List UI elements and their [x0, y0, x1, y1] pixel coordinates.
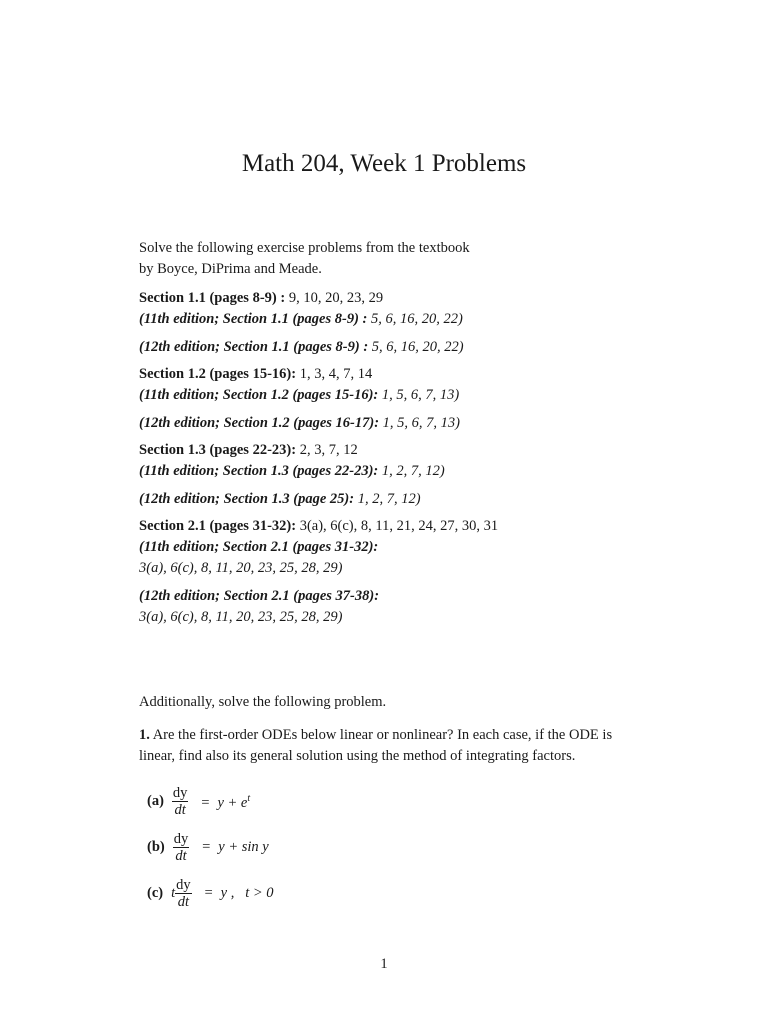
section-block [139, 516, 639, 628]
edition-12-label: (12th edition; Section 1.3 (page 25): [139, 491, 355, 507]
section-label: Section 1.3 (pages 22-23): [139, 442, 297, 458]
fraction-denominator: dt [174, 801, 186, 818]
edition-11-label: (11th edition; Section 1.3 (pages 22-23): [139, 463, 379, 479]
section-block [139, 364, 639, 434]
derivative-fraction [173, 831, 190, 864]
problem-statement [139, 725, 639, 767]
equation-prefix: t [171, 884, 176, 901]
section-problems: 9, 10, 20, 23, 29 [285, 290, 384, 306]
equation-label: (c) [147, 884, 164, 901]
edition-11-label: (11th edition; Section 1.2 (pages 15-16): [139, 387, 379, 403]
section-problems: 3(a), 6(c), 8, 11, 21, 24, 27, 30, 31 [296, 518, 499, 534]
equation-rhs: = y , t > 0 [203, 884, 274, 901]
edition-12-problems: 1, 5, 6, 7, 13) [379, 415, 461, 431]
equation-label: (a) [147, 792, 164, 809]
intro-text [139, 238, 639, 280]
edition-12-problems: 5, 6, 16, 20, 22) [368, 339, 464, 355]
edition-11-problems: 3(a), 6(c), 8, 11, 20, 23, 25, 28, 29) [139, 560, 343, 576]
equation-rhs: = $y + e^t$ [200, 793, 251, 811]
section-label: Section 2.1 (pages 31-32): [139, 518, 297, 534]
section-label: Section 1.2 (pages 15-16): [139, 366, 297, 382]
edition-11-label: (11th edition; Section 1.1 (pages 8-9) : [139, 311, 368, 327]
derivative-fraction [172, 785, 189, 818]
content-body [139, 238, 639, 919]
edition-12-label: (12th edition; Section 1.1 (pages 8-9) : [139, 339, 369, 355]
intro-line-2: by Boyce, DiPrima and Meade. [139, 261, 322, 277]
equation-a [147, 781, 639, 821]
derivative-fraction [175, 877, 192, 910]
section-block [139, 440, 639, 510]
section-problems: 2, 3, 7, 12 [296, 442, 358, 458]
section-label: Section 1.1 (pages 8-9) : [139, 290, 286, 306]
equation-b [147, 827, 639, 867]
fraction-denominator: dt [175, 847, 187, 864]
equation-c [147, 873, 639, 913]
equation-list [139, 781, 639, 913]
problem-number: 1. [139, 727, 150, 743]
edition-11-problems: 1, 2, 7, 12) [378, 463, 445, 479]
edition-12-label: (12th edition; Section 2.1 (pages 37-38): [139, 588, 380, 604]
edition-11-label: (11th edition; Section 2.1 (pages 31-32): [139, 539, 379, 555]
edition-12-problems: 1, 2, 7, 12) [354, 491, 421, 507]
equation-label: (b) [147, 838, 165, 855]
section-problems: 1, 3, 4, 7, 14 [296, 366, 373, 382]
additional-instruction: Additionally, solve the following problem. [139, 694, 387, 710]
problem-text: Are the first-order ODEs below linear or nonlinear? In each case, if the ODE is linear, find also its general solution using the method of integrating factors. [139, 727, 613, 764]
page-title: Math 204, Week 1 Problems [241, 150, 527, 177]
edition-11-problems: 5, 6, 16, 20, 22) [367, 311, 463, 327]
section-block [139, 288, 639, 358]
fraction-denominator: dt [177, 893, 190, 910]
edition-12-problems: 3(a), 6(c), 8, 11, 20, 23, 25, 28, 29) [139, 609, 343, 625]
edition-12-label: (12th edition; Section 1.2 (pages 16-17): [139, 415, 380, 431]
page-number: 1 [380, 956, 388, 972]
equation-rhs: = y + sin y [201, 838, 269, 855]
fraction-numerator: dy [176, 876, 191, 893]
fraction-numerator: dy [173, 830, 189, 847]
intro-line-1: Solve the following exercise problems from the textbook [139, 240, 470, 256]
fraction-numerator: dy [172, 784, 188, 801]
edition-11-problems: 1, 5, 6, 7, 13) [378, 387, 460, 403]
